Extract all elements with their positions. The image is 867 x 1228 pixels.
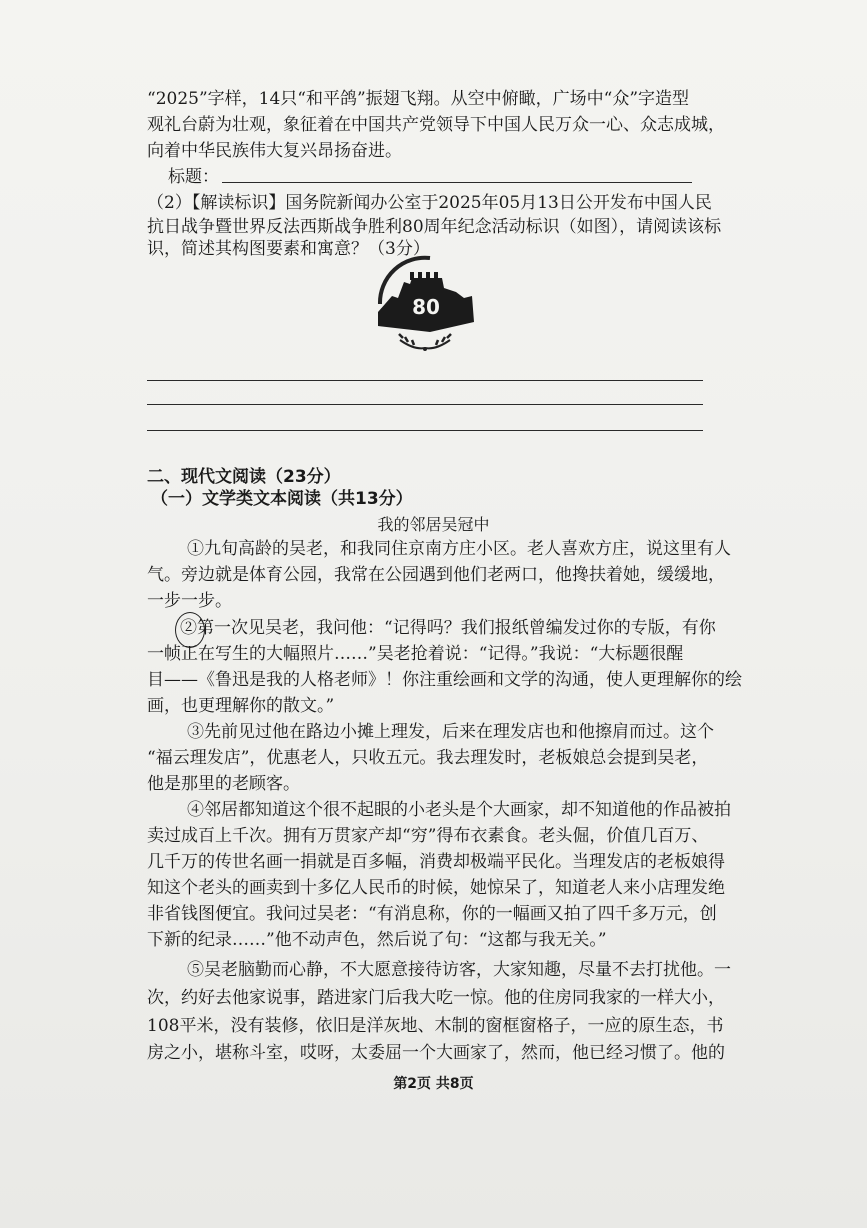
- paragraph-line: 次，约好去他家说事，踏进家门后我大吃一惊。他的住房同我家的一样大小，: [147, 988, 725, 1008]
- paragraph-line: 108平米，没有装修，依旧是洋灰地、木制的窗框窗格子，一应的原生态，书: [147, 1016, 724, 1036]
- paragraph-line: 知这个老头的画卖到十多亿人民币的时候，她惊呆了，知道老人来小店理发绝: [147, 878, 725, 898]
- text-line: 观礼台蔚为壮观，象征着在中国共产党领导下中国人民万众一心、众志成城，: [147, 115, 725, 135]
- anniversary-logo: [370, 252, 480, 360]
- paragraph-line: ⑤吴老脑勤而心静，不大愿意接待访客，大家知趣，尽量不去打扰他。一: [187, 960, 731, 980]
- paragraph-line: ②第一次见吴老，我问他：“记得吗？我们报纸曾编发过你的专版，有你: [180, 618, 716, 638]
- text-line: 向着中华民族伟大复兴昂扬奋进。: [147, 141, 402, 161]
- paragraph-line: 下新的纪录……”他不动声色，然后说了句：“这都与我无关。”: [147, 930, 607, 950]
- answer-line[interactable]: [147, 430, 703, 431]
- section-heading: 二、现代文阅读（23分）: [147, 467, 341, 487]
- paragraph-line: 一帧正在写生的大幅照片……”吴老抢着说：“记得。”我说：“大标题很醒: [147, 644, 684, 664]
- title-answer-line[interactable]: [222, 182, 692, 183]
- paragraph-line: 非省钱图便宜。我问过吴老：“有消息称，你的一幅画又拍了四千多万元，创: [147, 904, 717, 924]
- paragraph-line: 目——《鲁迅是我的人格老师》！你注重绘画和文学的沟通，使人更理解你的绘: [147, 670, 742, 690]
- paragraph-line: ①九旬高龄的吴老，和我同住京南方庄小区。老人喜欢方庄，说这里有人: [187, 539, 731, 559]
- paragraph-line: 画，也更理解你的散文。”: [147, 696, 335, 716]
- text-line: “2025”字样，14只“和平鸽”振翅飞翔。从空中俯瞰，广场中“众”字造型: [147, 89, 690, 109]
- paragraph-line: ④邻居都知道这个很不起眼的小老头是个大画家，却不知道他的作品被拍: [187, 800, 731, 820]
- question-line: （2）【解读标识】国务院新闻办公室于2025年05月13日公开发布中国人民: [147, 193, 712, 213]
- paragraph-line: ③先前见过他在路边小摊上理发，后来在理发店也和他擦肩而过。这个: [187, 722, 714, 742]
- paragraph-line: 房之小，堪称斗室，哎呀，太委屈一个大画家了，然而，他已经习惯了。他的: [147, 1043, 725, 1063]
- paragraph-line: 一步一步。: [147, 591, 232, 611]
- paragraph-line: “福云理发店”，优惠老人，只收五元。我去理发时，老板娘总会提到吴老，: [147, 748, 709, 768]
- subsection-heading: （一）文学类文本阅读（共13分）: [151, 489, 413, 509]
- question-line: 识，简述其构图要素和寓意？（3分）: [147, 239, 430, 259]
- answer-line[interactable]: [147, 404, 703, 405]
- question-line: 抗日战争暨世界反法西斯战争胜利80周年纪念活动标识（如图），请阅读该标: [147, 217, 722, 237]
- paragraph-line: 卖过成百上千次。拥有万贯家产却“穷”得布衣素食。老头倔，价值几百万、: [147, 826, 709, 846]
- paragraph-line: 气。旁边就是体育公园，我常在公园遇到他们老两口，他搀扶着她，缓缓地，: [147, 565, 725, 585]
- page-footer: 第2页 共8页: [393, 1076, 474, 1092]
- title-label: 标题：: [168, 167, 219, 187]
- paragraph-line: 他是那里的老顾客。: [147, 774, 300, 794]
- paragraph-line: 几千万的传世名画一捐就是百多幅，消费却极端平民化。当理发店的老板娘得: [147, 852, 725, 872]
- essay-title: 我的邻居吴冠中: [377, 515, 490, 534]
- logo-number: 80: [412, 295, 440, 319]
- answer-line[interactable]: [147, 380, 703, 381]
